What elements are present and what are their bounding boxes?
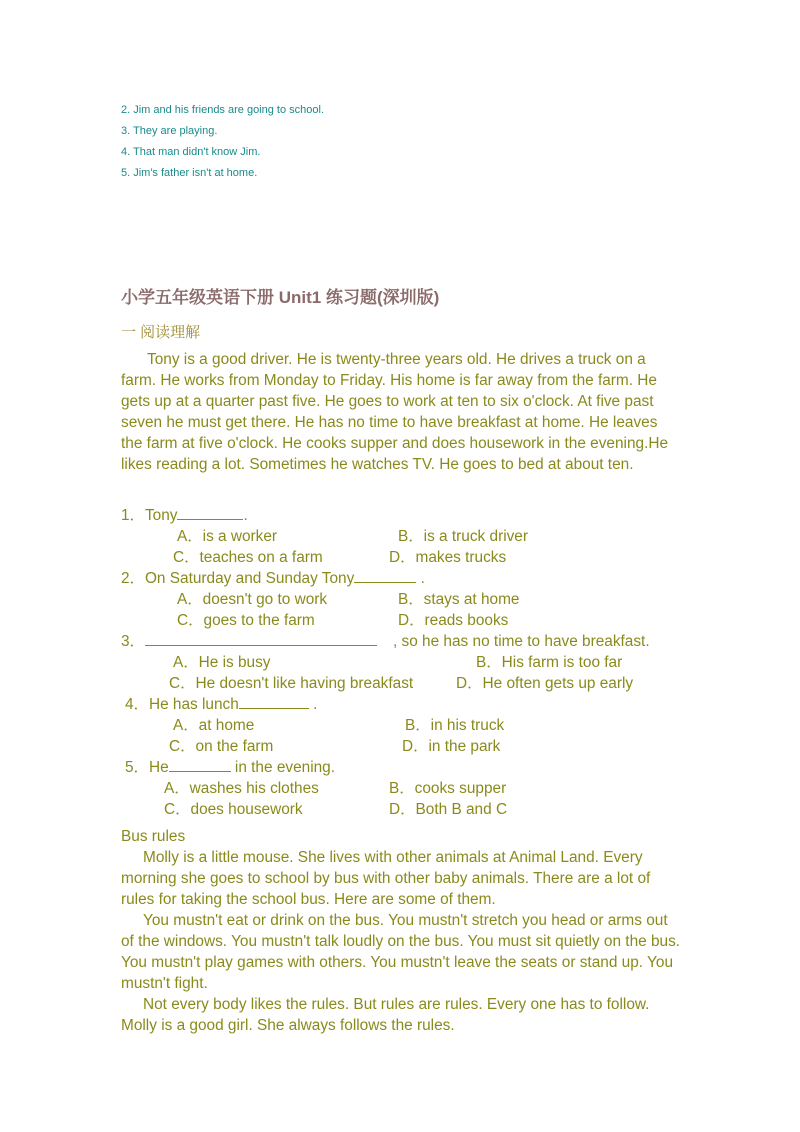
question-text: 1．Tony <box>121 507 178 524</box>
option: D．reads books <box>398 612 509 629</box>
question-4 <box>125 694 317 715</box>
question-text: 3． <box>121 633 145 650</box>
answer-blank <box>239 694 309 709</box>
question-text: in the evening. <box>230 759 336 776</box>
question-text: 4．He has lunch <box>125 696 239 713</box>
option: B．His farm is too far <box>476 654 623 671</box>
question-text: 2．On Saturday and Sunday Tony <box>121 570 355 587</box>
question-text: 5．He <box>125 759 169 776</box>
reading-passage: Molly is a little mouse. She lives with other animals at Animal Land. Every morning she goes to school by bus with other baby animals. There are a lot of rules for taking the school bus. Here are some of them. <box>121 849 651 908</box>
option: D．in the park <box>402 738 501 755</box>
option: A．He is busy <box>173 654 271 671</box>
option: D．makes trucks <box>389 549 507 566</box>
option: B．is a truck driver <box>398 528 528 545</box>
option: C．does housework <box>164 801 303 818</box>
option: B．in his truck <box>405 717 505 734</box>
answer-line: 4. That man didn't know Jim. <box>121 146 261 158</box>
question-5 <box>125 757 335 778</box>
question-text: . <box>416 570 425 587</box>
question-3 <box>121 631 650 652</box>
question-text: , so he has no time to have breakfast. <box>392 633 650 650</box>
option: C．teaches on a farm <box>173 549 323 566</box>
passage-title: Bus rules <box>121 828 186 845</box>
option: C．goes to the farm <box>177 612 315 629</box>
option: B．cooks supper <box>389 780 507 797</box>
answer-line: 5. Jim's father isn't at home. <box>121 167 258 179</box>
option: D．Both B and C <box>389 801 508 818</box>
option: D．He often gets up early <box>456 675 634 692</box>
reading-passage: Tony is a good driver. He is twenty-three years old. He drives a truck on a farm. He works from Monday to Friday. His home is far away from the farm. He gets up at a quarter past five. He goes to work at ten to six o'clock. At five past seven he must get there. He has no time to have breakfast at home. He leaves the farm at five o'clock. He cooks supper and does housework in the evening.He likes reading a lot. Sometimes he watches TV. He goes to bed at about ten. <box>121 351 669 473</box>
section-heading: 一 阅读理解 <box>121 324 201 341</box>
question-text: . <box>243 507 248 524</box>
option: C．on the farm <box>169 738 274 755</box>
answer-blank <box>169 757 231 772</box>
page-title: 小学五年级英语下册 Unit1 练习题(深圳版) <box>121 288 440 307</box>
option: A．is a worker <box>177 528 278 545</box>
question-text: . <box>308 696 318 713</box>
answer-line: 2. Jim and his friends are going to school. <box>121 104 325 116</box>
answer-key <box>121 100 324 184</box>
option: B．stays at home <box>398 591 520 608</box>
option: A．doesn't go to work <box>177 591 328 608</box>
option: A．at home <box>173 717 255 734</box>
answer-blank <box>145 631 377 646</box>
answer-blank <box>177 505 243 520</box>
question-2 <box>121 568 425 589</box>
reading-passage: You mustn't eat or drink on the bus. You mustn't stretch you head or arms out of the windows. You mustn't talk loudly on the bus. You must sit quietly on the bus. You mustn't play games with others. You mustn't leave the seats or stand up. You mustn't fight. <box>121 912 681 992</box>
option: A．washes his clothes <box>164 780 319 797</box>
answer-blank <box>354 568 416 583</box>
reading-passage: Not every body likes the rules. But rules are rules. Every one has to follow. Molly is a good girl. She always follows the rules. <box>121 996 650 1034</box>
question-1 <box>121 505 248 526</box>
answer-line: 3. They are playing. <box>121 125 218 137</box>
option: C．He doesn't like having breakfast <box>169 675 414 692</box>
